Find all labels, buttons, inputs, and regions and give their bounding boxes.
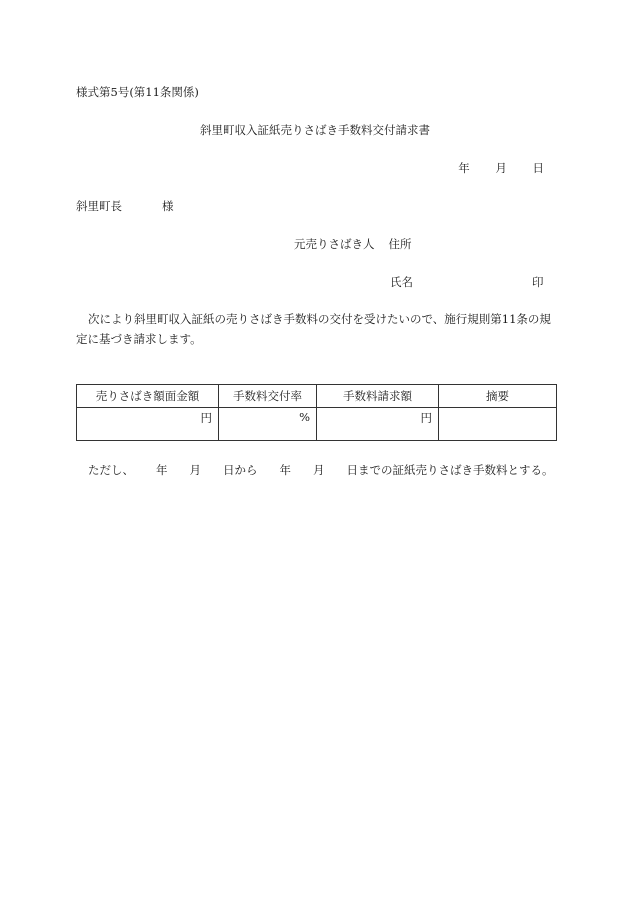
proviso-from-year: 年 (156, 463, 168, 477)
proviso-from-day: 日から (223, 463, 258, 477)
request-body: 次により斜里町収入証紙の売りさばき手数料の交付を受けたいので、施行規則第11条の規定に基づき請求します。 (76, 312, 551, 346)
form-number: 様式第5号(第11条関係) (76, 85, 199, 99)
month-label: 月 (495, 161, 507, 175)
table-row (77, 408, 557, 441)
header-fee-rate: 手数料交付率 (219, 385, 317, 408)
addressee-name: 斜里町長 (76, 199, 122, 213)
document-title: 斜里町収入証紙売りさばき手数料交付請求書 (200, 123, 430, 137)
applicant-line (294, 236, 412, 252)
header-face-value: 売りさばき額面金額 (77, 385, 219, 408)
year-label: 年 (458, 161, 470, 175)
fee-table (76, 384, 557, 441)
addressee (76, 198, 174, 214)
name-line (390, 274, 544, 290)
face-value-cell: 円 (77, 408, 219, 441)
remarks-cell (439, 408, 557, 441)
addressee-honorific: 様 (162, 199, 174, 213)
address-label: 住所 (388, 237, 412, 251)
proviso (76, 460, 556, 480)
day-label: 日 (532, 161, 544, 175)
header-remarks: 摘要 (439, 385, 557, 408)
fee-amount-cell: 円 (317, 408, 439, 441)
proviso-to-day: 日までの証紙売りさばき手数料とする。 (346, 463, 554, 477)
fee-rate-cell: % (219, 408, 317, 441)
proviso-prefix: ただし、 (88, 463, 134, 477)
proviso-to-month: 月 (313, 463, 325, 477)
date-line (458, 160, 544, 176)
seal-label: 印 (532, 275, 544, 289)
header-fee-amount: 手数料請求額 (317, 385, 439, 408)
name-label: 氏名 (390, 275, 413, 289)
proviso-from-month: 月 (189, 463, 201, 477)
applicant-role: 元売りさばき人 (294, 237, 375, 251)
table-header-row (77, 385, 557, 408)
proviso-to-year: 年 (279, 463, 291, 477)
